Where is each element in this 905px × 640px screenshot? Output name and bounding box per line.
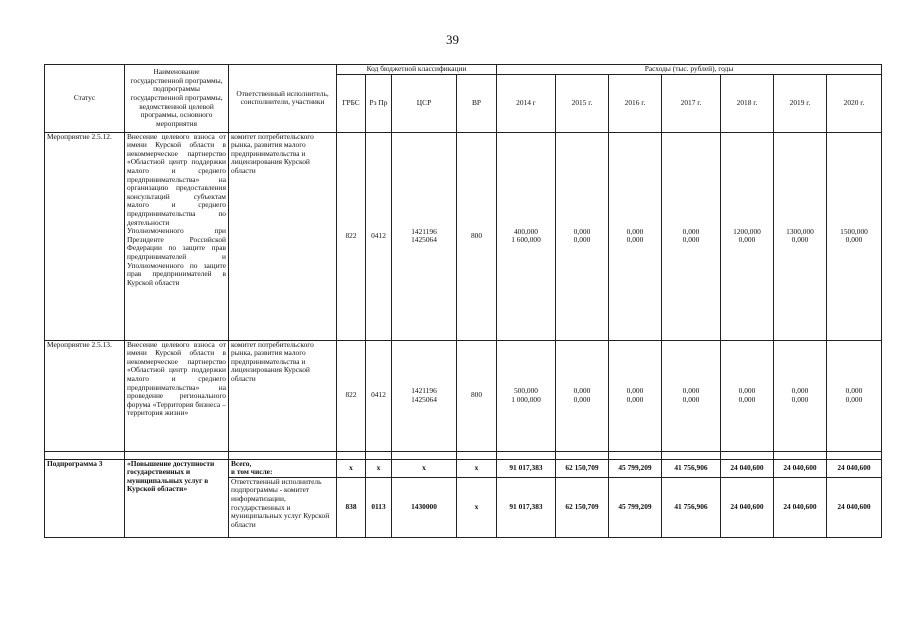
cell-csr: 1430000 xyxy=(392,477,457,537)
cell-vr: 800 xyxy=(457,132,497,340)
table-row xyxy=(45,459,882,477)
header-year: 2014 г xyxy=(497,74,556,132)
cell-grbs: х xyxy=(337,459,366,477)
cell-value: 0,000 0,000 xyxy=(609,340,662,451)
table-row xyxy=(45,340,882,451)
header-code-group: Код бюджетной классификации xyxy=(337,65,497,75)
cell-value: 24 040,600 xyxy=(827,477,882,537)
cell-value: 0,000 0,000 xyxy=(662,340,721,451)
cell-value: 24 040,600 xyxy=(774,477,827,537)
cell-csr: 1421196 1425064 xyxy=(392,132,457,340)
cell-value: 1300,000 0,000 xyxy=(774,132,827,340)
header-year: 2018 г. xyxy=(721,74,774,132)
row-status: Мероприятие 2.5.13. xyxy=(45,340,125,451)
cell-rzpr: х xyxy=(366,459,392,477)
header-year: 2019 г. xyxy=(774,74,827,132)
header-year: 2015 г. xyxy=(556,74,609,132)
header-year: 2017 г. xyxy=(662,74,721,132)
cell-value: 45 799,209 xyxy=(609,459,662,477)
cell-value: 24 040,600 xyxy=(721,459,774,477)
cell-value: 0,000 0,000 xyxy=(721,340,774,451)
header-executor: Ответственный исполнитель, соисполнители, участники xyxy=(229,65,337,133)
cell-value: 41 756,906 xyxy=(662,477,721,537)
row-executor: комитет потребительского рынка, развития малого предпринимательства и лицензирования Курской области xyxy=(229,340,337,451)
cell-vr: х xyxy=(457,459,497,477)
table-row xyxy=(45,132,882,340)
cell-rzpr: 0412 xyxy=(366,340,392,451)
cell-value: 0,000 0,000 xyxy=(609,132,662,340)
subprogram-name: «Повышение доступности государственных и муниципальных услуг в Курской области» xyxy=(125,459,229,537)
page-number: 39 xyxy=(446,32,459,47)
header-csr: ЦСР xyxy=(392,74,457,132)
cell-value: 0,000 0,000 xyxy=(556,340,609,451)
cell-grbs: 822 xyxy=(337,340,366,451)
header-status: Статус xyxy=(45,65,125,133)
budget-table xyxy=(44,64,882,538)
cell-value: 41 756,906 xyxy=(662,459,721,477)
header-year: 2020 г. xyxy=(827,74,882,132)
cell-value: 24 040,600 xyxy=(774,459,827,477)
row-name: Внесение целевого взноса от имени Курской области в некоммерческое партнерство «Областной центр поддержки малого и среднего предпринимательства» на организацию предоставления консультаций субъектам малого и среднего предпринимательства по деятельности Уполномоченного при Президенте Российской Федерации по защите прав предпринимателей и Уполномоченного по защите прав предпринимателей в Курской области xyxy=(125,132,229,340)
subprogram-executor: Ответственный исполнитель подпрограммы - комитет информатизации, государственных и муниципальных услуг Курской области xyxy=(229,477,337,537)
cell-value: 91 017,383 xyxy=(497,477,556,537)
cell-csr: х xyxy=(392,459,457,477)
spacer-row xyxy=(45,451,882,459)
header-vr: ВР xyxy=(457,74,497,132)
cell-value: 0,000 0,000 xyxy=(827,340,882,451)
cell-value: 45 799,209 xyxy=(609,477,662,537)
cell-value: 400,000 1 600,000 xyxy=(497,132,556,340)
cell-value: 62 150,709 xyxy=(556,477,609,537)
cell-rzpr: 0412 xyxy=(366,132,392,340)
cell-value: 1500,000 0,000 xyxy=(827,132,882,340)
cell-rzpr: 0113 xyxy=(366,477,392,537)
header-year: 2016 г. xyxy=(609,74,662,132)
row-status: Мероприятие 2.5.12. xyxy=(45,132,125,340)
cell-value: 0,000 0,000 xyxy=(774,340,827,451)
cell-value: 500,000 1 000,000 xyxy=(497,340,556,451)
cell-value: 0,000 0,000 xyxy=(662,132,721,340)
header-expenses-group: Расходы (тыс. рублей), годы xyxy=(497,65,882,75)
cell-value: 62 150,709 xyxy=(556,459,609,477)
cell-value: 24 040,600 xyxy=(827,459,882,477)
cell-value: 24 040,600 xyxy=(721,477,774,537)
cell-value: 91 017,383 xyxy=(497,459,556,477)
header-grbs: ГРБС xyxy=(337,74,366,132)
subprogram-total-label: Всего, в том числе: xyxy=(229,459,337,477)
row-executor: комитет потребительского рынка, развития малого предпринимательства и лицензирования Курской области xyxy=(229,132,337,340)
cell-value: 0,000 0,000 xyxy=(556,132,609,340)
cell-value: 1200,000 0,000 xyxy=(721,132,774,340)
cell-vr: 800 xyxy=(457,340,497,451)
cell-csr: 1421196 1425064 xyxy=(392,340,457,451)
header-name: Наименование государственной программы, подпрограммы государственной программы, ведомственной целевой программы, основного мероприятия xyxy=(125,65,229,133)
cell-grbs: 822 xyxy=(337,132,366,340)
header-rzpr: Рз Пр xyxy=(366,74,392,132)
row-name: Внесение целевого взноса от имени Курской области в некоммерческое партнерство «Областной центр поддержки малого и среднего предпринимательства» на проведение регионального форума «Территория бизнеса – территория жизни» xyxy=(125,340,229,451)
cell-grbs: 838 xyxy=(337,477,366,537)
cell-vr: х xyxy=(457,477,497,537)
subprogram-status: Подпрограмма 3 xyxy=(45,459,125,537)
